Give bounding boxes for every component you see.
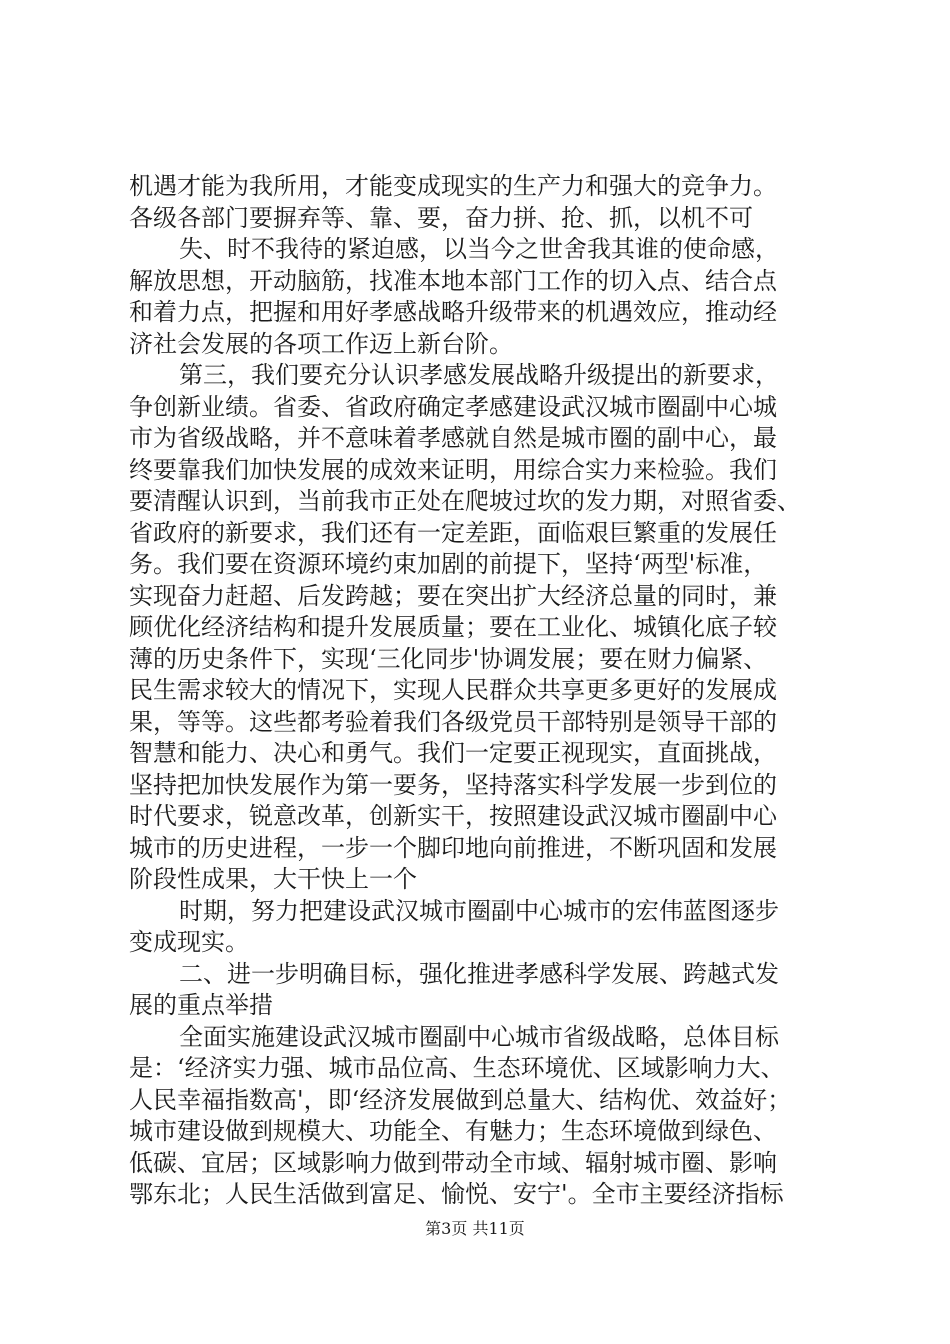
text-line: 坚持把加快发展作为第一要务，坚持落实科学发展一步到位的 — [129, 770, 777, 799]
text-line: 展的重点举措 — [129, 991, 273, 1019]
body-text — [129, 171, 849, 1211]
text-line: 阶段性成果，大干快上一个 — [129, 865, 417, 893]
text-line: 第三，我们要充分认识孝感发展战略升级提出的新要求， — [179, 361, 779, 389]
text-line: 和着力点，把握和用好孝感战略升级带来的机遇效应，推动经 — [129, 298, 777, 326]
text-line: 全面实施建设武汉城市圈副中心城市省级战略，总体目标 — [179, 1022, 779, 1051]
text-line: 争创新业绩。省委、省政府确定孝感建设武汉城市圈副中心城 — [129, 392, 777, 421]
text-line: 民生需求较大的情况下，实现人民群众共享更多更好的发展成 — [129, 676, 777, 704]
text-line: 济社会发展的各项工作迈上新台阶。 — [129, 329, 513, 358]
text-line: 变成现实。 — [129, 928, 249, 956]
text-line: 智慧和能力、决心和勇气。我们一定要正视现实，直面挑战， — [129, 739, 777, 767]
text-line: 人民幸福指数高'，即‘经济发展做到总量大、结构优、效益好； — [129, 1085, 792, 1114]
page-footer: 第3页 共11页 — [425, 1219, 525, 1238]
text-line: 务。我们要在资源环境约束加剧的前提下，坚持‘两型'标准， — [129, 550, 768, 578]
text-line: 机遇才能为我所用，才能变成现实的生产力和强大的竞争力。 — [129, 172, 777, 200]
text-line: 市为省级战略，并不意味着孝感就自然是城市圈的副中心，最 — [129, 424, 777, 452]
text-line: 顾优化经济结构和提升发展质量；要在工业化、城镇化底子较 — [129, 613, 777, 641]
text-line: 省政府的新要求，我们还有一定差距，面临艰巨繁重的发展任 — [129, 518, 777, 547]
text-line: 是：‘经济实力强、城市品位高、生态环境优、区域影响力大、 — [129, 1054, 785, 1082]
text-line: 时代要求，锐意改革，创新实干，按照建设武汉城市圈副中心 — [129, 802, 777, 830]
text-line: 实现奋力赶超、后发跨越；要在突出扩大经济总量的同时，兼 — [129, 581, 777, 610]
text-line: 城市建设做到规模大、功能全、有魅力；生态环境做到绿色、 — [129, 1117, 777, 1145]
text-line: 薄的历史条件下，实现‘三化同步'协调发展；要在财力偏紧、 — [129, 644, 768, 673]
text-line: 终要靠我们加快发展的成效来证明，用综合实力来检验。我们 — [129, 455, 777, 484]
text-line: 果，等等。这些都考验着我们各级党员干部特别是领导干部的 — [129, 707, 777, 736]
text-line: 要清醒认识到，当前我市正处在爬坡过坎的发力期，对照省委、 — [129, 487, 801, 515]
text-line: 城市的历史进程，一步一个脚印地向前推进，不断巩固和发展 — [129, 833, 777, 862]
text-line: 低碳、宜居；区域影响力做到带动全市域、辐射城市圈、影响 — [129, 1148, 777, 1177]
text-line: 各级各部门要摒弃等、靠、要，奋力拼、抢、抓，以机不可 — [129, 203, 753, 232]
text-line: 鄂东北；人民生活做到富足、愉悦、安宁'。全市主要经济指标 — [129, 1180, 784, 1208]
text-line: 二、进一步明确目标，强化推进孝感科学发展、跨越式发 — [179, 959, 779, 988]
text-line: 时期，努力把建设武汉城市圈副中心城市的宏伟蓝图逐步 — [179, 896, 779, 925]
text-line: 解放思想，开动脑筋，找准本地本部门工作的切入点、结合点 — [129, 266, 777, 295]
text-line: 失、时不我待的紧迫感，以当今之世舍我其谁的使命感， — [179, 235, 779, 263]
